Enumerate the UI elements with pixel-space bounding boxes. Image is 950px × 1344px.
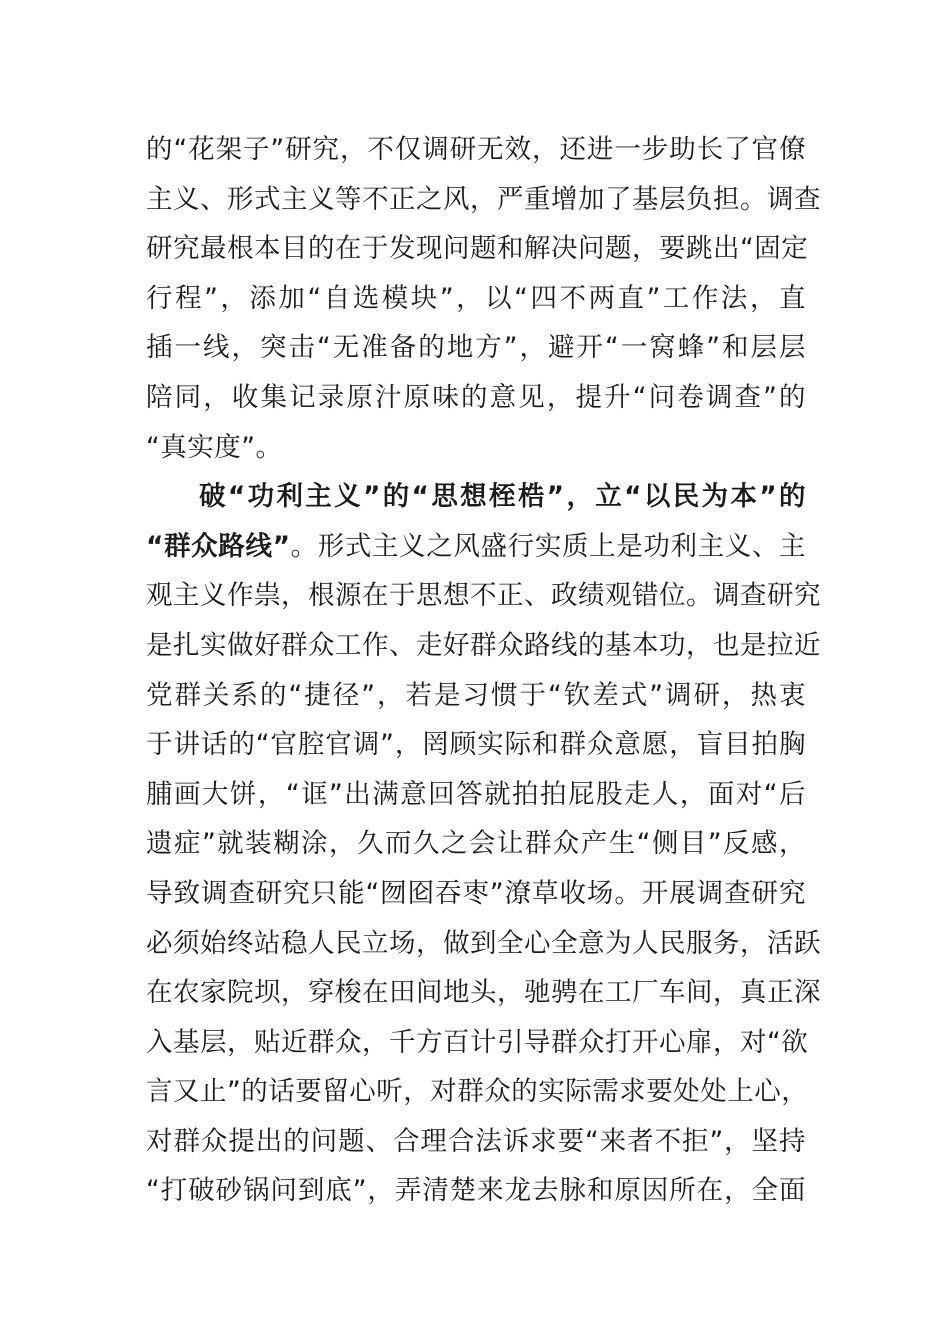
text-line: 主义、形式主义等不正之风，严重增加了基层负担。调查 [146, 183, 821, 215]
text-line: 导致调查研究只能“囫囵吞枣”潦草收场。开展调查研究 [146, 877, 806, 909]
text-line: 观主义作祟，根源在于思想不正、政绩观错位。调查研究 [146, 580, 821, 612]
section-heading-tail: “群众路线” [146, 530, 291, 562]
text-line: 对群众提出的问题、合理合法诉求要“来者不拒”，坚持 [146, 1125, 806, 1157]
text-line: 遗症”就装糊涂，久而久之会让群众产生“侧目”反感， [146, 828, 806, 860]
text-line: 行程”，添加“自选模块”，以“四不两直”工作法，直 [146, 282, 806, 314]
text-line: 在农家院坝，穿梭在田间地头，驰骋在工厂车间，真正深 [146, 977, 821, 1009]
text-line: 入基层，贴近群众，千方百计引导群众打开心扉，对“欲 [146, 1026, 809, 1058]
text-line: 插一线，突击“无准备的地方”，避开“一窝蜂”和层层 [146, 332, 806, 364]
text-line: 党群关系的“捷径”，若是习惯于“钦差式”调研，热衷 [146, 679, 806, 711]
text-line: 是扎实做好群众工作、走好群众路线的基本功，也是拉近 [146, 629, 821, 661]
text-line: 言又止”的话要留心听，对群众的实际需求要处处上心， [146, 1076, 809, 1108]
text-line: “真实度”。 [146, 431, 283, 463]
text-line: 于讲话的“官腔官调”，罔顾实际和群众意愿，盲目拍胸 [146, 729, 806, 761]
document-body [146, 125, 821, 1216]
text-line: 必须始终站稳人民立场，做到全心全意为人民服务，活跃 [146, 927, 821, 959]
text-line: 研究最根本目的在于发现问题和解决问题，要跳出“固定 [146, 233, 809, 265]
text-line: 陪同，收集记录原汁原味的意见，提升“问卷调查”的 [146, 381, 806, 413]
text-line: 脯画大饼，“诓”出满意回答就拍拍屁股走人，面对“后 [146, 778, 806, 810]
text-line: “打破砂锅问到底”，弄清楚来龙去脉和原因所在，全面 [146, 1175, 806, 1207]
text-line: 的“花架子”研究，不仅调研无效，还进一步助长了官僚 [146, 134, 806, 165]
text-line [146, 522, 806, 572]
section-heading: 破“功利主义”的“思想桎梏”，立“以民为本”的 [199, 481, 806, 513]
text-line-rest: 。形式主义之风盛行实质上是功利主义、主 [290, 530, 806, 562]
